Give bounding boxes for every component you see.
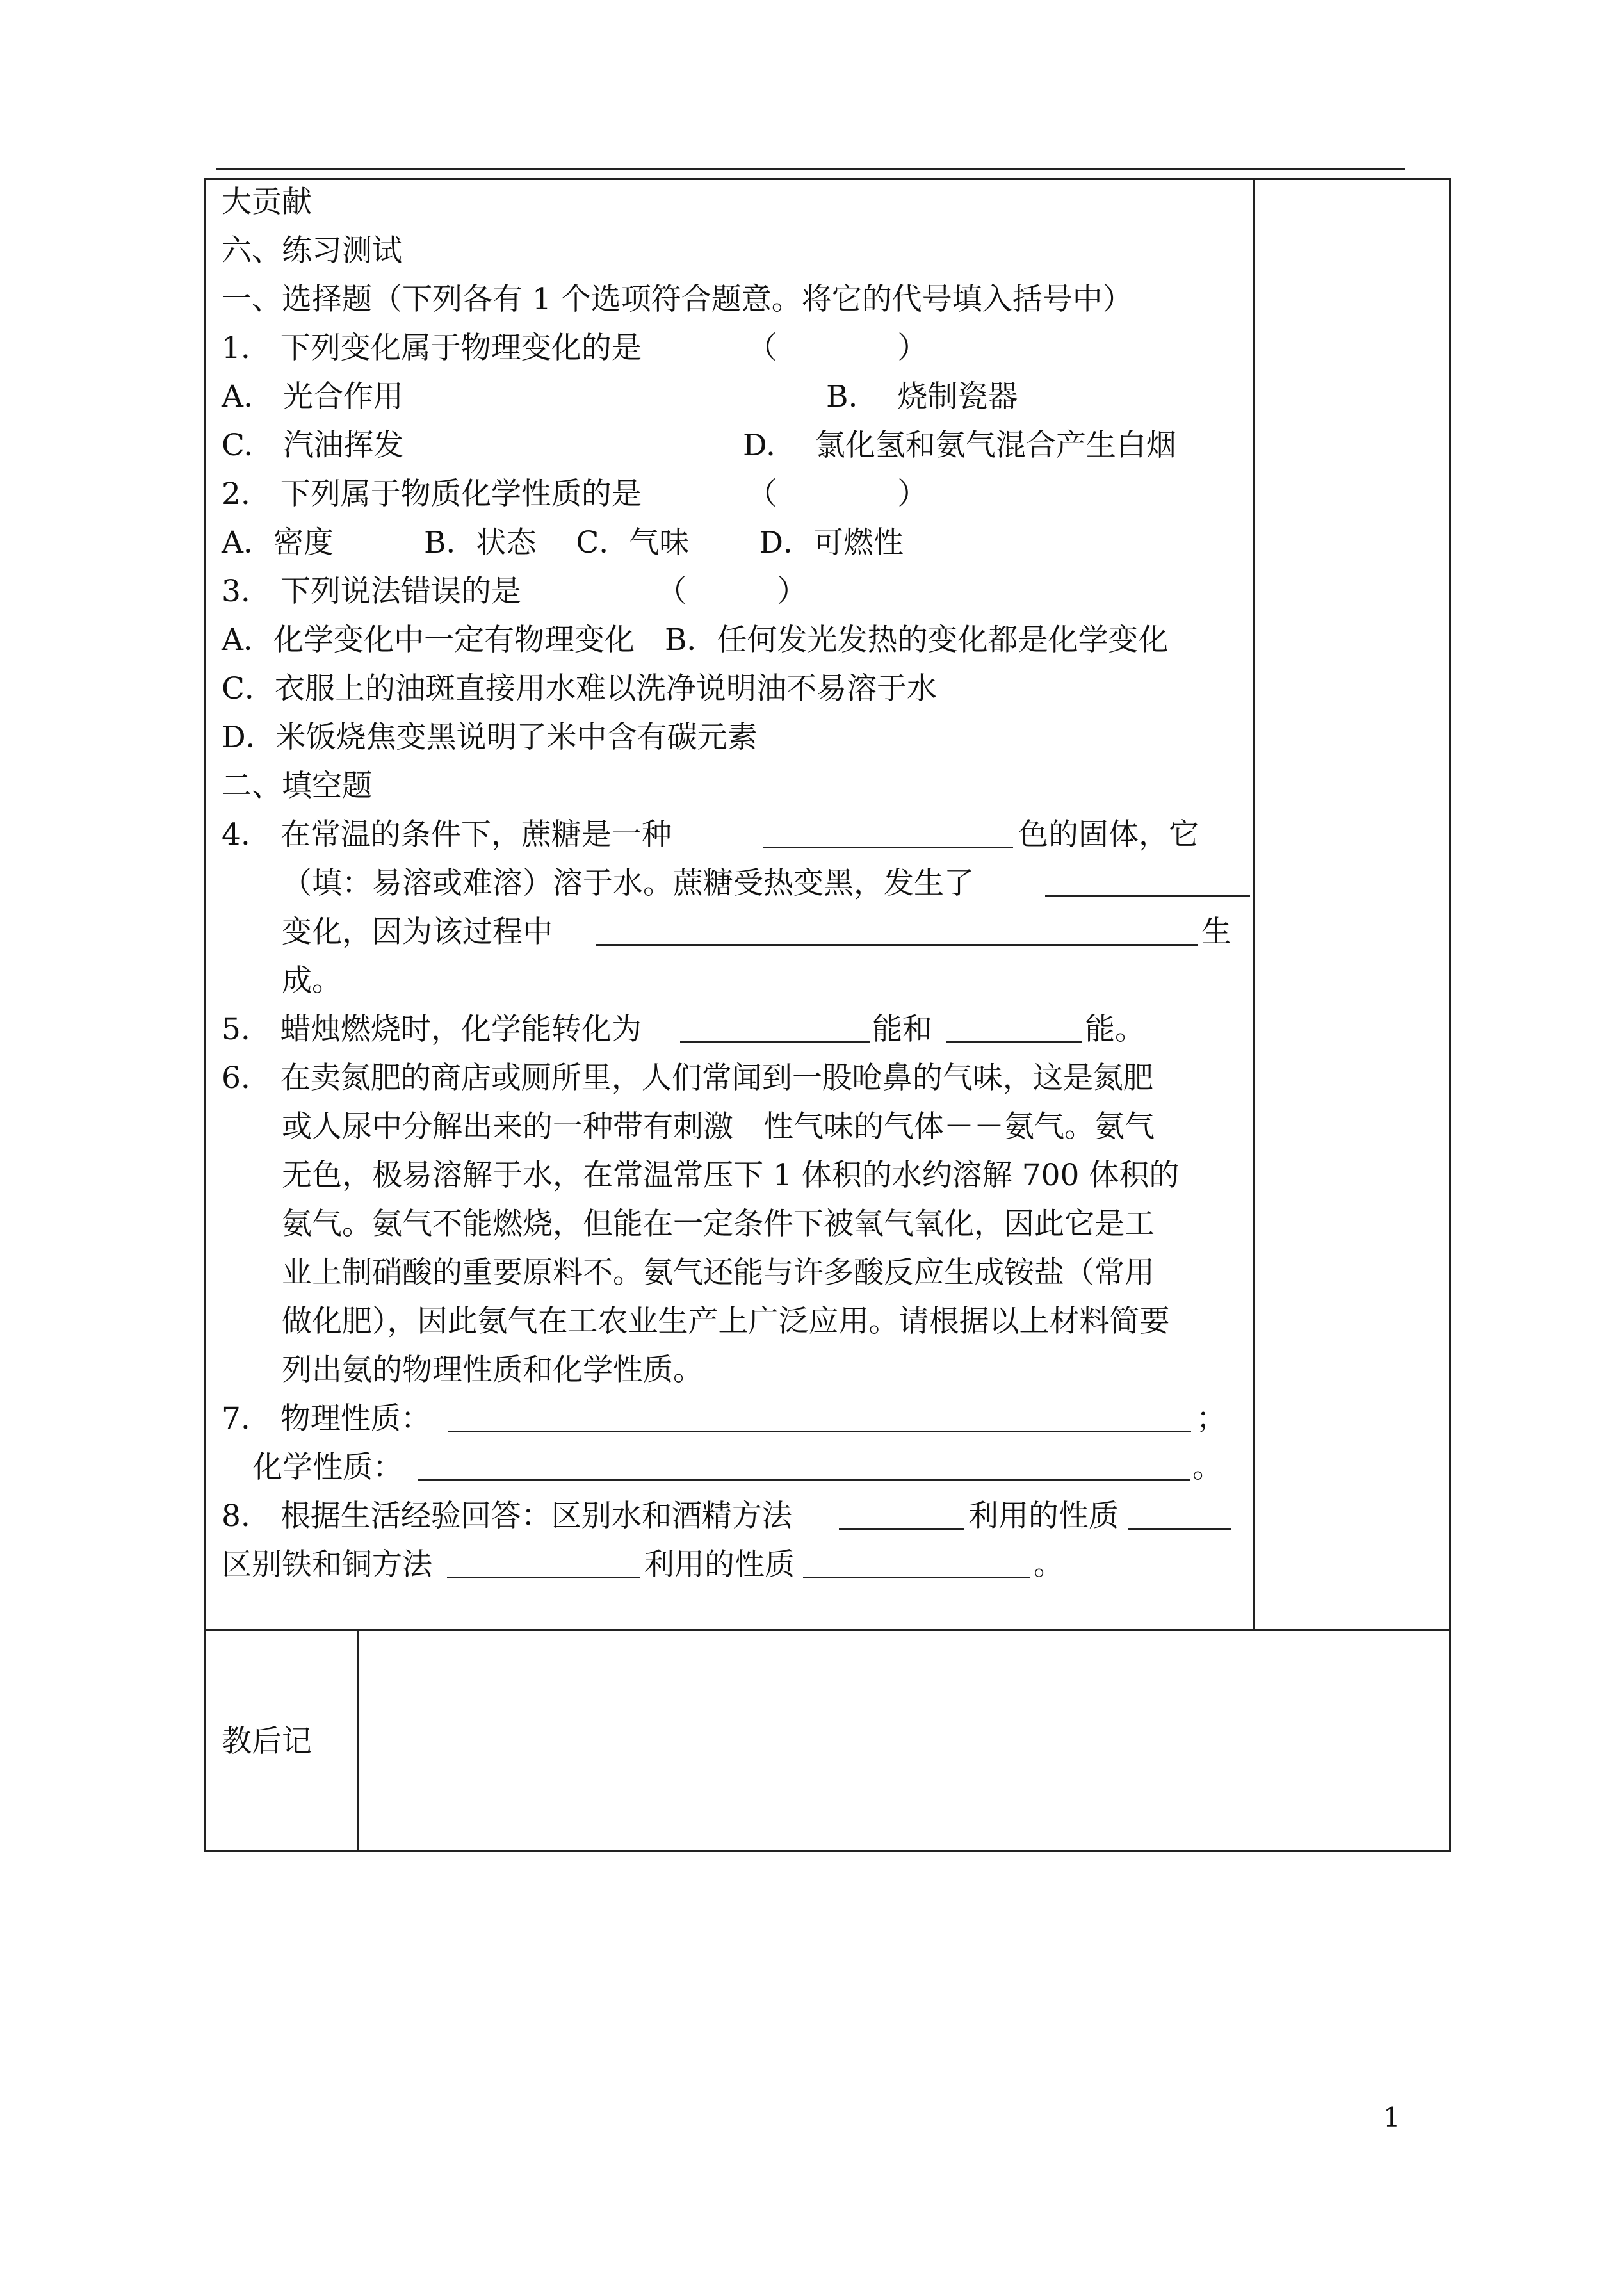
answer-blank	[803, 1577, 1030, 1578]
answer-blank	[447, 1577, 640, 1578]
question-2: 2. 下列属于物质化学性质的是 （ ）	[222, 476, 928, 512]
question-8-line1-mid: 利用的性质	[968, 1498, 1119, 1534]
answer-blank	[946, 1041, 1082, 1043]
answer-blank	[680, 1041, 870, 1043]
question-7-physical-label: 7. 物理性质：	[222, 1401, 431, 1436]
question-6-line7: 列出氨的物理性质和化学性质。	[282, 1352, 703, 1388]
question-4-line3: 变化，因为该过程中	[282, 914, 553, 950]
question-3: 3. 下列说法错误的是 （ ）	[222, 574, 808, 609]
answer-blank	[448, 1431, 1191, 1432]
section-continuation: 大贡献	[222, 184, 312, 220]
header-rule	[216, 168, 1405, 170]
question-4-end: 色的固体，它	[1018, 817, 1199, 852]
question-5-end: 能。	[1085, 1012, 1145, 1047]
question-7-chemical-end: 。	[1192, 1450, 1222, 1485]
q1-option-a: A. 光合作用	[222, 379, 403, 414]
question-4-line2: （填：易溶或难溶）溶于水。蔗糖受热变黑，发生了	[282, 866, 974, 901]
question-7-chemical-label: 化学性质：	[252, 1450, 403, 1485]
question-5-start: 5. 蜡烛燃烧时，化学能转化为	[222, 1012, 642, 1047]
question-5-mid: 能和	[872, 1012, 932, 1047]
q3-options-ab: A．化学变化中一定有物理变化 B．任何发光发热的变化都是化学变化	[222, 622, 1169, 658]
question-4-line3-end: 生	[1201, 914, 1231, 950]
question-8-line1: 8. 根据生活经验回答：区别水和酒精方法	[222, 1498, 792, 1534]
q1-option-d: D. 氯化氢和氨气混合产生白烟	[743, 428, 1176, 463]
question-6-line4: 氨气。氨气不能燃烧，但能在一定条件下被氧气氧化，因此它是工	[282, 1206, 1155, 1242]
question-6-line1: 6. 在卖氮肥的商店或厕所里，人们常闻到一股呛鼻的气味，这是氮肥	[222, 1060, 1153, 1096]
answer-blank	[596, 944, 1198, 946]
answer-blank	[418, 1479, 1190, 1481]
section-heading-practice: 六、练习测试	[222, 233, 402, 268]
table-row-divider	[204, 1629, 1451, 1631]
question-8-line2: 区别铁和铜方法	[222, 1547, 432, 1582]
answer-blank	[1045, 895, 1250, 897]
answer-blank	[839, 1528, 964, 1530]
question-4-start: 4. 在常温的条件下，蔗糖是一种	[222, 817, 672, 852]
question-7-physical-end: ；	[1196, 1401, 1226, 1436]
after-class-notes-label: 教后记	[222, 1724, 312, 1759]
q1-option-b: B. 烧制瓷器	[826, 379, 1018, 414]
question-6-line6: 做化肥），因此氨气在工农业生产上广泛应用。请根据以上材料简要	[282, 1304, 1170, 1339]
question-1: 1. 下列变化属于物理变化的是 （ ）	[222, 330, 928, 366]
footer-label-divider	[357, 1629, 359, 1852]
q1-option-c: C. 汽油挥发	[222, 428, 404, 463]
question-8-line2-end: 。	[1034, 1547, 1064, 1582]
page-number: 1	[1383, 2102, 1401, 2133]
question-4-line4: 成。	[282, 963, 342, 998]
choice-instructions: 一、选择题（下列各有 1 个选项符合题意。将它的代号填入括号中）	[222, 282, 1133, 317]
q2-options: A．密度 B．状态 C．气味 D．可燃性	[222, 525, 904, 560]
question-6-line3: 无色，极易溶解于水，在常温常压下 1 体积的水约溶解 700 体积的	[282, 1158, 1180, 1193]
question-6-line5: 业上制硝酸的重要原料不。氨气还能与许多酸反应生成铵盐（常用	[282, 1255, 1155, 1290]
table-right-column-divider	[1253, 178, 1255, 1630]
q3-option-c: C．衣服上的油斑直接用水难以洗净说明油不易溶于水	[222, 671, 937, 706]
question-6-line2: 或人尿中分解出来的一种带有刺激 性气味的气体－－氨气。氨气	[282, 1109, 1155, 1144]
fill-blank-heading: 二、填空题	[222, 768, 372, 804]
question-8-line2-mid: 利用的性质	[644, 1547, 795, 1582]
answer-blank	[763, 847, 1013, 848]
answer-blank	[1128, 1528, 1231, 1530]
q3-option-d: D．米饭烧焦变黑说明了米中含有碳元素	[222, 720, 758, 755]
